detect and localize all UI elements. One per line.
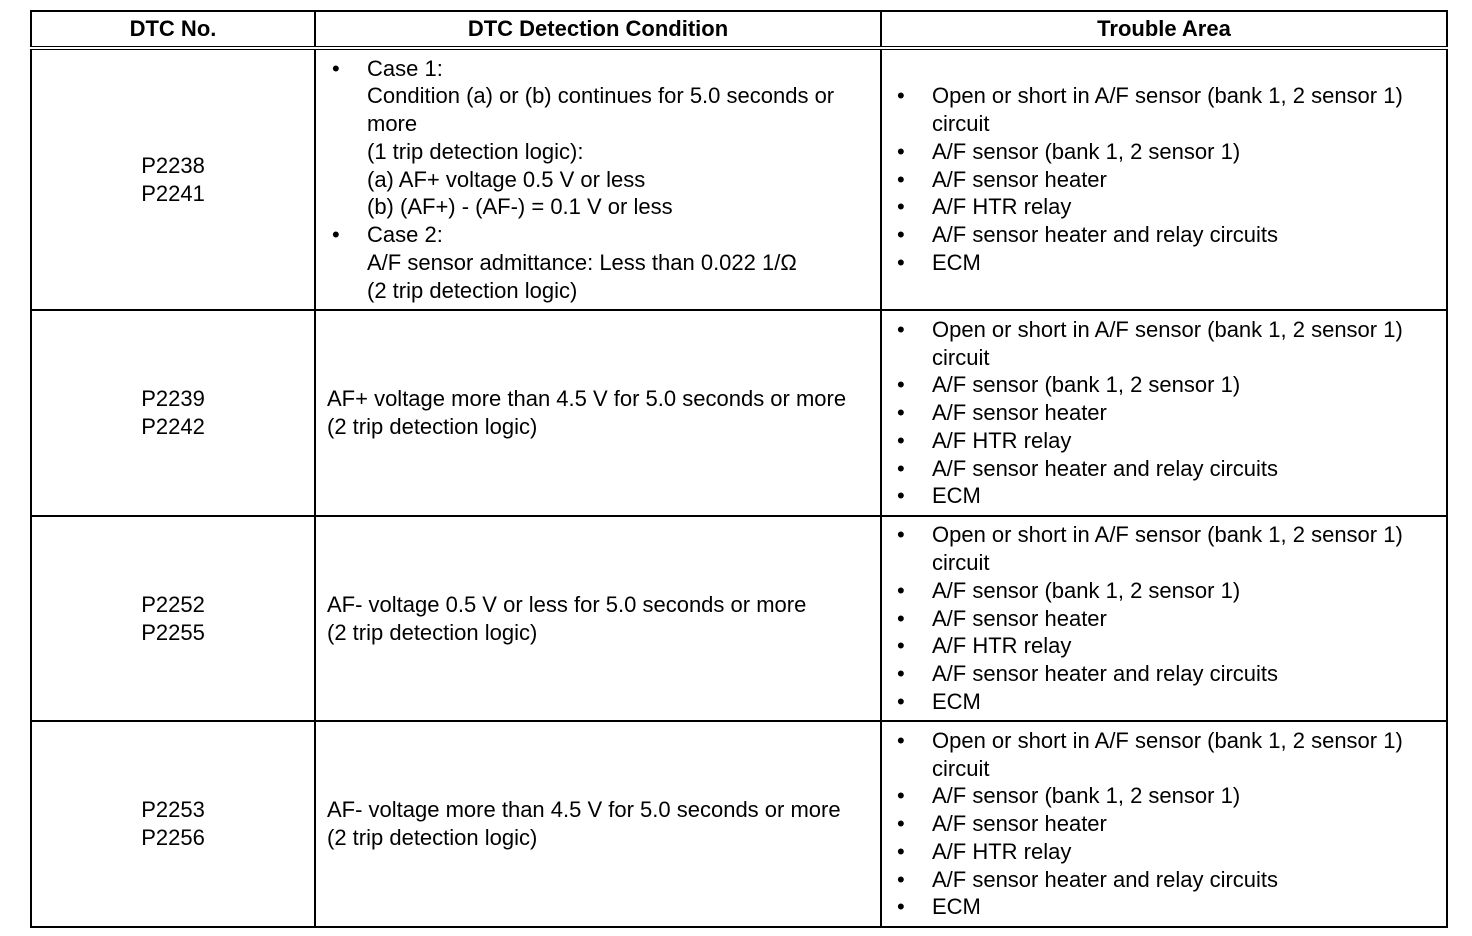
condition-line: (2 trip detection logic) <box>367 277 578 303</box>
trouble-area-cell <box>881 721 1447 927</box>
trouble-area-text: A/F sensor (bank 1, 2 sensor 1) <box>932 577 1241 603</box>
trouble-area-item <box>882 82 1436 138</box>
trouble-area-text: Open or short in A/F sensor (bank 1, 2 sensor 1) circuit <box>932 522 1403 576</box>
condition-line: A/F sensor admittance: Less than 0.022 1/Ω <box>367 249 797 275</box>
trouble-area-item <box>882 521 1436 577</box>
header-dtc-no: DTC No. <box>31 11 315 48</box>
bullet-marker <box>897 316 932 344</box>
bullet-marker <box>897 632 932 660</box>
bullet-marker <box>897 605 932 633</box>
bullet-marker <box>897 727 932 755</box>
trouble-area-text: A/F sensor heater and relay circuits <box>932 661 1279 687</box>
table-row <box>31 310 1447 516</box>
bullet-marker <box>897 166 932 194</box>
trouble-area-text: A/F sensor heater <box>932 166 1107 192</box>
trouble-area-text: A/F sensor heater <box>932 605 1107 631</box>
trouble-area-text: A/F HTR relay <box>932 194 1072 220</box>
dtc-code: P2239 <box>141 386 205 412</box>
bullet-marker <box>897 577 932 605</box>
bullet-marker <box>897 688 932 716</box>
condition-case <box>316 55 870 222</box>
condition-cell <box>315 310 881 516</box>
condition-line: (a) AF+ voltage 0.5 V or less <box>367 166 646 192</box>
bullet-marker <box>897 866 932 894</box>
dtc-code: P2253 <box>141 797 205 823</box>
trouble-area-text: A/F HTR relay <box>932 633 1072 659</box>
trouble-area-item <box>882 782 1436 810</box>
dtc-cell <box>31 721 315 927</box>
trouble-area-text: A/F sensor heater <box>932 811 1107 837</box>
bullet-marker <box>897 660 932 688</box>
condition-case-text <box>367 221 870 304</box>
trouble-area-item <box>882 660 1436 688</box>
table-header-row <box>31 11 1447 48</box>
trouble-area-item <box>882 605 1436 633</box>
dtc-code: P2242 <box>141 414 205 439</box>
dtc-code: P2256 <box>141 825 205 850</box>
trouble-area-item <box>882 632 1436 660</box>
dtc-cell <box>31 310 315 516</box>
dtc-code: P2252 <box>141 591 205 617</box>
bullet-marker <box>897 810 932 838</box>
trouble-area-text: ECM <box>932 688 981 714</box>
table-row <box>31 516 1447 721</box>
condition-line: (2 trip detection logic) <box>327 414 538 439</box>
trouble-area-text: A/F sensor heater <box>932 400 1107 426</box>
table-row <box>31 721 1447 927</box>
trouble-area-cell <box>881 310 1447 516</box>
trouble-area-item <box>882 166 1436 194</box>
condition-case-text <box>367 55 870 222</box>
trouble-area-text: ECM <box>932 249 981 275</box>
trouble-area-item <box>882 727 1436 783</box>
condition-cell <box>315 48 881 310</box>
trouble-area-text: A/F sensor (bank 1, 2 sensor 1) <box>932 138 1241 164</box>
bullet-marker <box>897 482 932 510</box>
condition-line: (b) (AF+) - (AF-) = 0.1 V or less <box>367 194 673 220</box>
condition-line: AF- voltage 0.5 V or less for 5.0 seconds or more <box>327 591 807 617</box>
bullet-marker <box>897 371 932 399</box>
bullet-marker <box>332 221 367 249</box>
trouble-area-text: A/F sensor heater and relay circuits <box>932 455 1279 481</box>
bullet-marker <box>897 82 932 110</box>
table-row <box>31 48 1447 310</box>
trouble-area-item <box>882 893 1436 921</box>
bullet-marker <box>897 193 932 221</box>
header-trouble-area: Trouble Area <box>881 11 1447 48</box>
bullet-marker <box>897 221 932 249</box>
dtc-cell <box>31 516 315 721</box>
trouble-area-item <box>882 866 1436 894</box>
trouble-area-item <box>882 316 1436 372</box>
trouble-area-item <box>882 688 1436 716</box>
trouble-area-item <box>882 221 1436 249</box>
condition-line: (2 trip detection logic) <box>327 619 538 645</box>
bullet-marker <box>897 427 932 455</box>
bullet-marker <box>897 893 932 921</box>
trouble-area-item <box>882 138 1436 166</box>
trouble-area-text: Open or short in A/F sensor (bank 1, 2 sensor 1) circuit <box>932 83 1403 137</box>
trouble-area-item <box>882 810 1436 838</box>
bullet-marker <box>897 399 932 427</box>
trouble-area-text: A/F HTR relay <box>932 427 1072 453</box>
condition-case <box>316 221 870 304</box>
condition-line: (2 trip detection logic) <box>327 825 538 850</box>
trouble-area-item <box>882 427 1436 455</box>
dtc-code: P2241 <box>141 180 205 206</box>
trouble-area-item <box>882 455 1436 483</box>
trouble-area-cell <box>881 516 1447 721</box>
trouble-area-item <box>882 249 1436 277</box>
dtc-cell <box>31 48 315 310</box>
trouble-area-item <box>882 838 1436 866</box>
bullet-marker <box>897 455 932 483</box>
condition-line: (1 trip detection logic): <box>367 138 584 164</box>
condition-cell <box>315 721 881 927</box>
trouble-area-item <box>882 482 1436 510</box>
trouble-area-item <box>882 577 1436 605</box>
trouble-area-item <box>882 399 1436 427</box>
dtc-code: P2255 <box>141 619 205 645</box>
trouble-area-text: ECM <box>932 483 981 509</box>
dtc-code: P2238 <box>141 152 205 178</box>
trouble-area-text: A/F sensor heater and relay circuits <box>932 222 1279 248</box>
bullet-marker <box>897 838 932 866</box>
trouble-area-cell <box>881 48 1447 310</box>
trouble-area-text: ECM <box>932 894 981 920</box>
bullet-marker <box>897 521 932 549</box>
bullet-marker <box>897 249 932 277</box>
condition-line: Case 2: <box>367 222 443 248</box>
condition-cell <box>315 516 881 721</box>
bullet-marker <box>897 138 932 166</box>
trouble-area-text: A/F sensor (bank 1, 2 sensor 1) <box>932 372 1241 398</box>
trouble-area-text: A/F HTR relay <box>932 838 1072 864</box>
trouble-area-item <box>882 371 1436 399</box>
condition-line: AF- voltage more than 4.5 V for 5.0 seconds or more <box>327 797 841 823</box>
trouble-area-text: A/F sensor heater and relay circuits <box>932 866 1279 892</box>
trouble-area-text: Open or short in A/F sensor (bank 1, 2 sensor 1) circuit <box>932 727 1403 781</box>
trouble-area-text: A/F sensor (bank 1, 2 sensor 1) <box>932 783 1241 809</box>
bullet-marker <box>897 782 932 810</box>
trouble-area-text: Open or short in A/F sensor (bank 1, 2 sensor 1) circuit <box>932 316 1403 370</box>
dtc-table <box>30 10 1448 928</box>
condition-line: AF+ voltage more than 4.5 V for 5.0 seconds or more <box>327 386 847 412</box>
bullet-marker <box>332 55 367 83</box>
condition-line: Condition (a) or (b) continues for 5.0 seconds or more <box>367 83 835 137</box>
trouble-area-item <box>882 193 1436 221</box>
condition-line: Case 1: <box>367 55 443 81</box>
header-dtc-detection-condition: DTC Detection Condition <box>315 11 881 48</box>
